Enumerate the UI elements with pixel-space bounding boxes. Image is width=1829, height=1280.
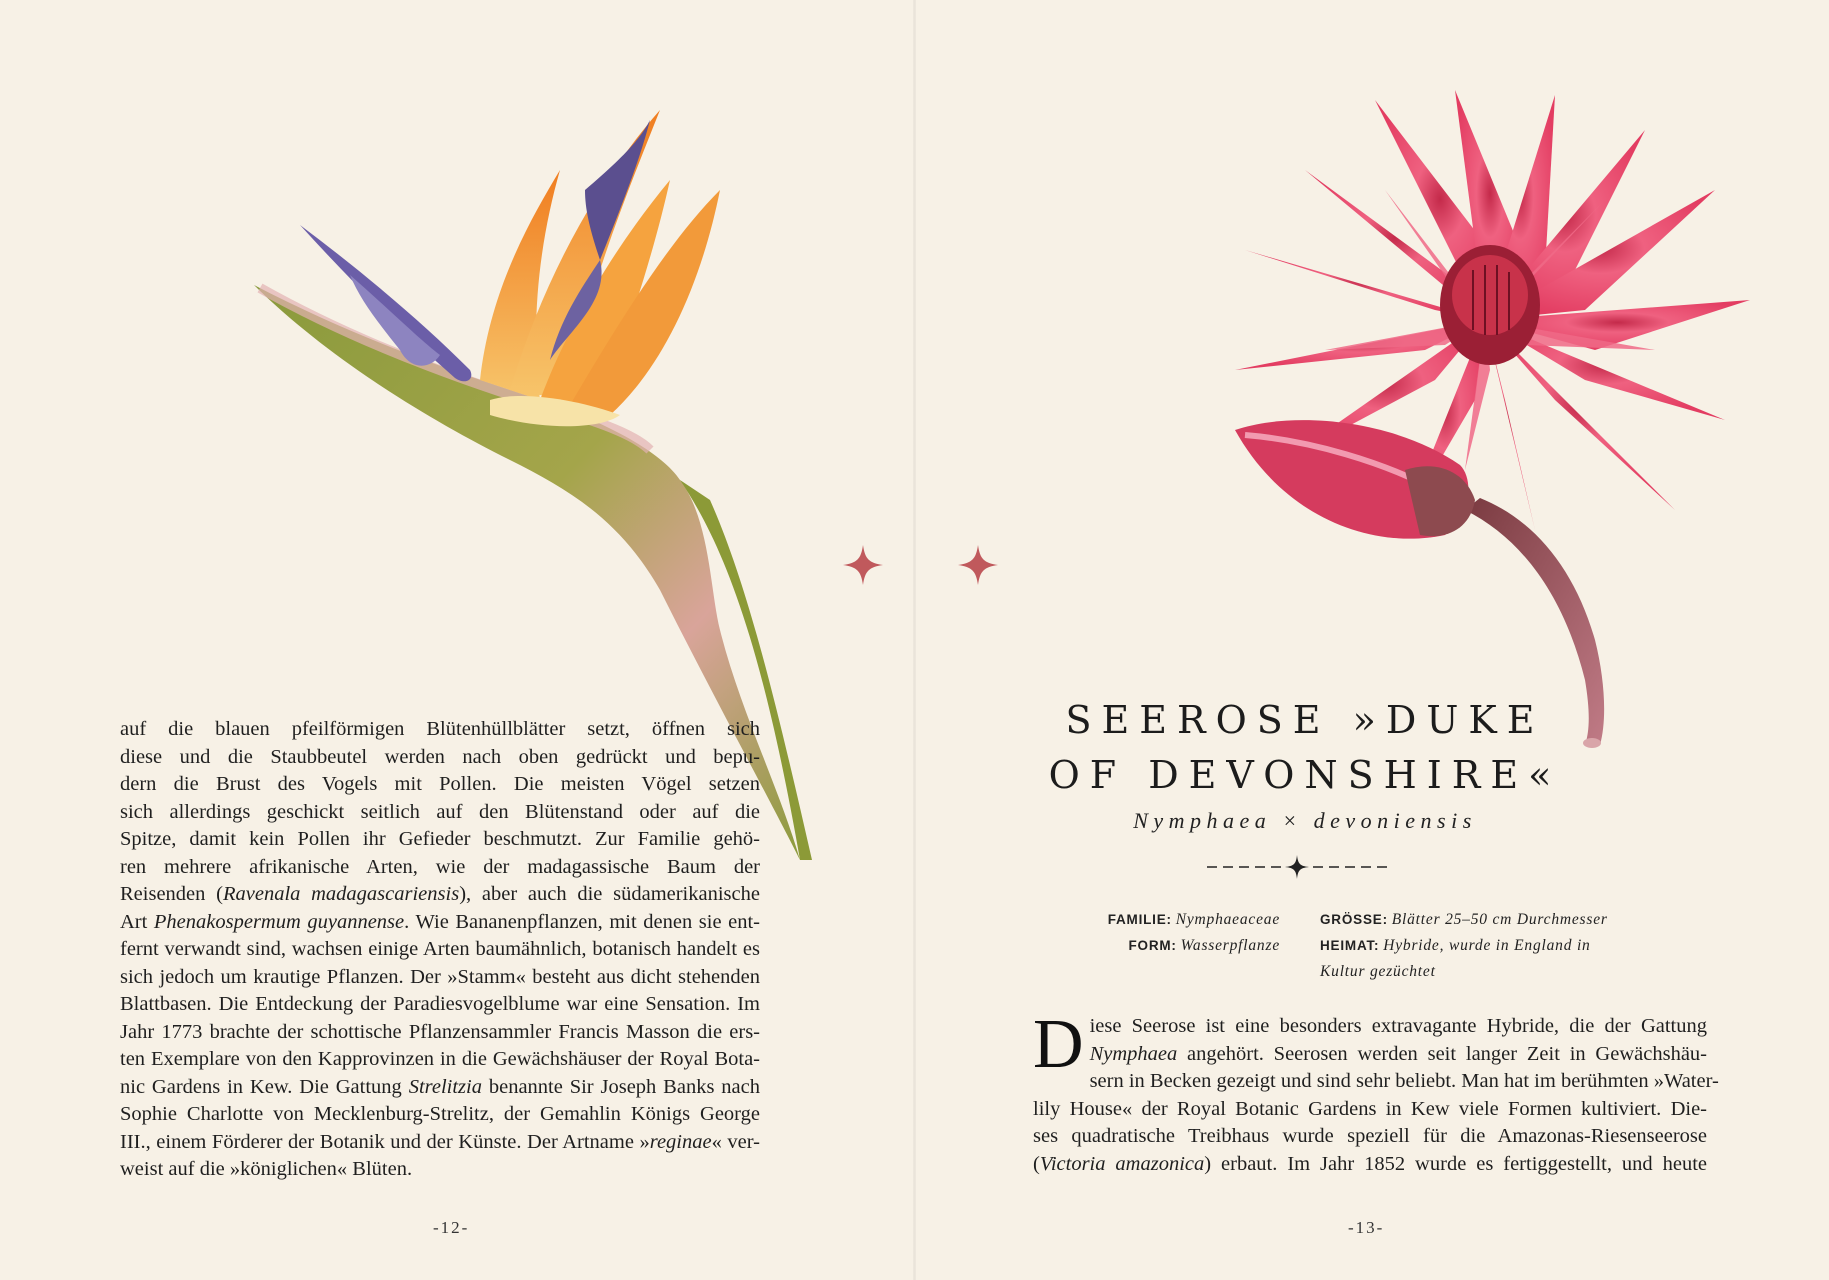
text-line: III., einem Förderer der Botanik und der Künste. Der Artname »reginae« ver- [120, 1130, 761, 1153]
italic-species-name: Phenakospermum guyannense [153, 910, 405, 933]
text-line: dern die Brust des Vogels mit Pollen. Die meisten Vögel setzen [120, 773, 760, 795]
text-line: Nymphaea angehört. Seerosen werden seit langer Zeit in Gewächshäu- [1089, 1042, 1707, 1065]
page-title-line-2: OF DEVONSHIRE« [1048, 753, 1562, 797]
page-number: -13- [1348, 1218, 1385, 1237]
text-line: auf die blauen pfeilförmigen Blütenhüllblätter setzt, öffnen sich [120, 718, 760, 740]
text-line: sich allerdings geschickt seitlich auf den Blütenstand oder auf die [120, 800, 760, 823]
fact-groesse: GRÖSSE: Blätter 25–50 cm Durchmesser [1320, 911, 1608, 928]
text-line: fernt verwandt sind, wachsen einige Arten baumähnlich, botanisch handelt es [120, 938, 760, 960]
text-line: iese Seerose ist eine besonders extravagante Hybride, die der Gattung [1089, 1015, 1707, 1037]
drop-cap: D [1033, 1006, 1084, 1083]
text-line: sich jedoch um krautige Pflanzen. Der »Stamm« besteht aus dicht stehenden [120, 965, 760, 988]
sparkle-ornament-icon [958, 545, 998, 585]
fact-heimat-continued: Kultur gezüchtet [1320, 963, 1436, 980]
italic-genus-name: Nymphaea [1089, 1042, 1178, 1065]
text-line: ses quadratische Treibhaus wurde speziell für die Amazonas-Riesenseerose [1033, 1125, 1707, 1147]
text-line: Reisenden (Ravenala madagascariensis), aber auch die südamerikanische [120, 883, 760, 905]
sparkle-ornament-icon [843, 545, 883, 585]
text-line: weist auf die »königlichen« Blüten. [120, 1158, 413, 1180]
text-line: nic Gardens in Kew. Die Gattung Strelitzia benannte Sir Joseph Banks nach [120, 1075, 760, 1098]
text-line: Art Phenakospermum guyannense. Wie Bananenpflanzen, mit denen sie ent- [120, 910, 760, 933]
facts-left-column [1015, 907, 1280, 959]
fact-familie: FAMILIE: Nymphaeaceae [1107, 911, 1280, 928]
text-line: Spitze, damit kein Pollen ihr Gefieder beschmutzt. Zur Familie gehö- [120, 828, 760, 850]
right-body-text [1033, 1006, 1719, 1178]
water-lily-illustration [1205, 80, 1765, 770]
fact-heimat: HEIMAT: Hybride, wurde in England in [1320, 937, 1591, 954]
divider-ornament-icon [1207, 855, 1387, 879]
text-line: lily House« der Royal Botanic Gardens in Kew viele Formen kultiviert. Die- [1033, 1097, 1707, 1120]
text-line: ren mehrere afrikanische Arten, wie der madagassische Baum der [120, 855, 760, 878]
italic-genus-name: Strelitzia [408, 1075, 482, 1098]
page-number: -12- [433, 1218, 470, 1237]
text-line: Jahr 1773 brachte der schottische Pflanzensammler Francis Masson die ers- [120, 1020, 760, 1043]
italic-species-name: Victoria amazonica [1039, 1152, 1205, 1175]
italic-species-name: reginae [649, 1130, 712, 1153]
text-line: diese und die Staubbeutel werden nach oben gedrückt und bepu- [120, 745, 760, 768]
page-title: SEEROSE »DUKE [1065, 698, 1545, 742]
text-line: Blattbasen. Die Entdeckung der Paradiesvogelblume war eine Sensation. Im [120, 993, 760, 1015]
text-line: sern in Becken gezeigt und sind sehr beliebt. Man hat im berühmten »Water- [1089, 1070, 1719, 1092]
left-body-text [120, 716, 760, 1184]
text-line: ten Exemplare von den Kapprovinzen in die Gewächshäuser der Royal Bota- [120, 1048, 760, 1070]
latin-name: Nymphaea × devoniensis [1133, 808, 1477, 833]
left-page [0, 0, 914, 1280]
italic-species-name: Ravenala madagascariensis [222, 883, 460, 905]
right-page [915, 0, 1829, 1280]
fact-form: FORM: Wasserpflanze [1128, 937, 1280, 954]
text-line: (Victoria amazonica) erbaut. Im Jahr 1852 wurde es fertiggestellt, und heute [1033, 1152, 1707, 1175]
facts-right-column [1320, 907, 1660, 985]
text-line: Sophie Charlotte von Mecklenburg-Strelitz, der Gemahlin Königs George [120, 1103, 760, 1125]
